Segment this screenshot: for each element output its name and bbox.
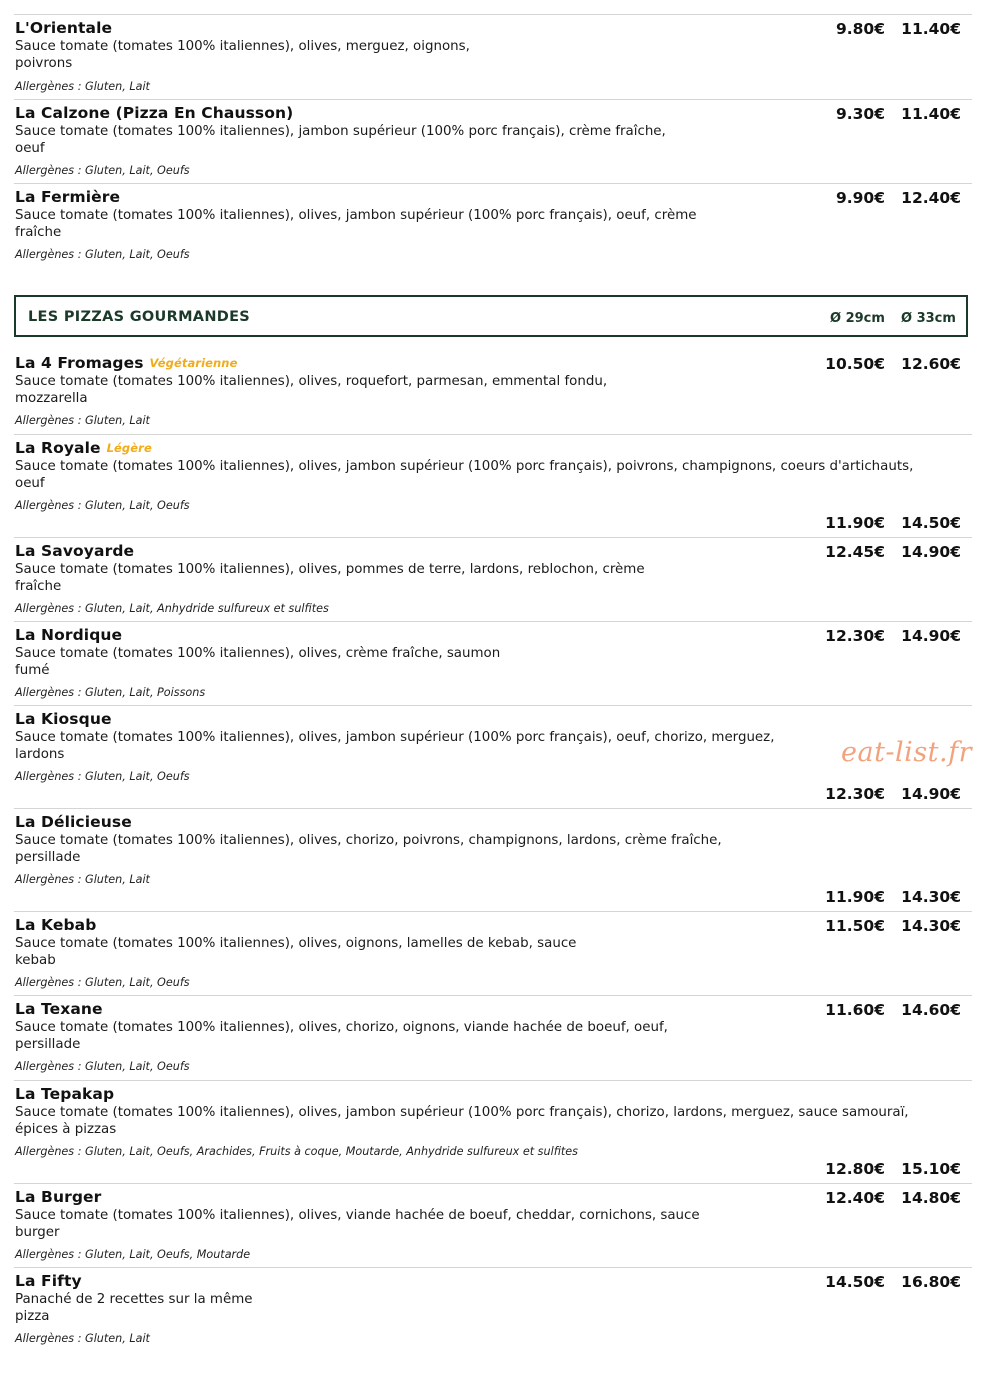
price-33cm: 14.50€ (901, 514, 961, 532)
menu-item (14, 621, 972, 706)
section-header (14, 295, 968, 337)
item-allergens: Allergènes : Gluten, Lait (15, 1332, 150, 1345)
menu-item (14, 99, 972, 184)
item-description: Panaché de 2 recettes sur la même pizza (15, 1292, 253, 1324)
price-33cm: 12.40€ (901, 189, 961, 207)
item-name: La Kiosque (15, 710, 112, 728)
price-29cm: 14.50€ (825, 1273, 885, 1291)
item-name: La Fermière (15, 188, 121, 206)
item-tag: Végétarienne (149, 356, 238, 370)
item-allergens: Allergènes : Gluten, Lait, Oeufs (15, 164, 190, 177)
menu-item (14, 808, 972, 912)
menu-item (14, 1183, 972, 1268)
item-description: Sauce tomate (tomates 100% italiennes), jambon supérieur (100% porc français), crème fraîche, oeuf (15, 124, 666, 156)
item-name: L'Orientale (15, 19, 113, 37)
menu-item (14, 537, 972, 622)
price-33cm: 14.30€ (901, 917, 961, 935)
item-name: La Savoyarde (15, 542, 135, 560)
item-allergens: Allergènes : Gluten, Lait, Oeufs (15, 499, 190, 512)
price-33cm: 14.90€ (901, 627, 961, 645)
price-29cm: 12.80€ (825, 1160, 885, 1178)
size-29cm-label: Ø 29cm (830, 311, 885, 326)
item-description: Sauce tomate (tomates 100% italiennes), olives, jambon supérieur (100% porc français), oeuf, crème fraîche (15, 208, 697, 240)
price-29cm: 12.45€ (825, 543, 885, 561)
price-33cm: 14.60€ (901, 1001, 961, 1019)
item-name: La Burger (15, 1188, 102, 1206)
item-allergens: Allergènes : Gluten, Lait (15, 873, 150, 886)
item-allergens: Allergènes : Gluten, Lait, Anhydride sulfureux et sulfites (15, 602, 329, 615)
item-name: La Fifty (15, 1272, 82, 1290)
price-29cm: 11.50€ (825, 917, 885, 935)
item-description: Sauce tomate (tomates 100% italiennes), olives, jambon supérieur (100% porc français), oeuf, chorizo, merguez, lardons (15, 730, 775, 762)
price-33cm: 11.40€ (901, 20, 961, 38)
item-description: Sauce tomate (tomates 100% italiennes), olives, crème fraîche, saumon fumé (15, 646, 501, 678)
item-description: Sauce tomate (tomates 100% italiennes), olives, chorizo, oignons, viande hachée de boeuf, oeuf, persillade (15, 1020, 668, 1052)
price-29cm: 12.30€ (825, 785, 885, 803)
price-29cm: 12.40€ (825, 1189, 885, 1207)
price-33cm: 14.80€ (901, 1189, 961, 1207)
item-name: La 4 Fromages Végétarienne (15, 354, 238, 372)
item-allergens: Allergènes : Gluten, Lait (15, 414, 150, 427)
item-allergens: Allergènes : Gluten, Lait, Poissons (15, 686, 206, 699)
item-description: Sauce tomate (tomates 100% italiennes), olives, jambon supérieur (100% porc français), chorizo, lardons, merguez, sauce samouraï, épices à pizzas (15, 1105, 909, 1137)
item-name: La Calzone (Pizza En Chausson) (15, 104, 294, 122)
item-allergens: Allergènes : Gluten, Lait, Oeufs, Moutarde (15, 1248, 251, 1261)
price-33cm: 14.30€ (901, 888, 961, 906)
watermark: eat-list.fr (841, 737, 973, 768)
item-allergens: Allergènes : Gluten, Lait, Oeufs (15, 1060, 190, 1073)
price-29cm: 9.80€ (835, 20, 885, 38)
price-29cm: 10.50€ (825, 355, 885, 373)
menu-item (14, 911, 972, 996)
item-name: La Texane (15, 1000, 103, 1018)
item-name: La Kebab (15, 916, 97, 934)
price-29cm: 11.90€ (825, 888, 885, 906)
item-allergens: Allergènes : Gluten, Lait (15, 80, 150, 93)
price-33cm: 12.60€ (901, 355, 961, 373)
menu-item (14, 1080, 972, 1184)
menu-item (14, 350, 972, 434)
menu-item (14, 1267, 972, 1352)
item-description: Sauce tomate (tomates 100% italiennes), olives, viande hachée de boeuf, cheddar, cornichons, sauce burger (15, 1208, 700, 1240)
size-33cm-label: Ø 33cm (901, 311, 956, 326)
price-33cm: 14.90€ (901, 543, 961, 561)
item-description: Sauce tomate (tomates 100% italiennes), olives, oignons, lamelles de kebab, sauce kebab (15, 936, 577, 968)
menu-item (14, 183, 972, 268)
item-allergens: Allergènes : Gluten, Lait, Oeufs, Arachides, Fruits à coque, Moutarde, Anhydride sulfureux et sulfites (15, 1145, 579, 1158)
item-description: Sauce tomate (tomates 100% italiennes), olives, roquefort, parmesan, emmental fondu, mozzarella (15, 374, 608, 406)
price-33cm: 16.80€ (901, 1273, 961, 1291)
menu-item (14, 434, 972, 538)
item-name: La Nordique (15, 626, 123, 644)
item-allergens: Allergènes : Gluten, Lait, Oeufs (15, 770, 190, 783)
price-29cm: 11.60€ (825, 1001, 885, 1019)
item-name: La Tepakap (15, 1085, 115, 1103)
price-29cm: 12.30€ (825, 627, 885, 645)
price-29cm: 9.30€ (835, 105, 885, 123)
price-33cm: 15.10€ (901, 1160, 961, 1178)
menu-item (14, 705, 972, 809)
price-29cm: 9.90€ (835, 189, 885, 207)
section-title: LES PIZZAS GOURMANDES (28, 309, 251, 325)
item-allergens: Allergènes : Gluten, Lait, Oeufs (15, 248, 190, 261)
item-name: La Délicieuse (15, 813, 132, 831)
item-description: Sauce tomate (tomates 100% italiennes), olives, chorizo, poivrons, champignons, lardons, crème fraîche, persillade (15, 833, 722, 865)
price-33cm: 14.90€ (901, 785, 961, 803)
item-tag: Légère (106, 441, 152, 455)
menu-item (14, 995, 972, 1081)
item-description: Sauce tomate (tomates 100% italiennes), olives, merguez, oignons, poivrons (15, 39, 470, 71)
item-allergens: Allergènes : Gluten, Lait, Oeufs (15, 976, 190, 989)
item-name: La Royale Légère (15, 439, 152, 457)
price-33cm: 11.40€ (901, 105, 961, 123)
item-description: Sauce tomate (tomates 100% italiennes), olives, jambon supérieur (100% porc français), poivrons, champignons, coeurs d'artichauts, oeuf (15, 459, 914, 491)
item-description: Sauce tomate (tomates 100% italiennes), olives, pommes de terre, lardons, reblochon, crème fraîche (15, 562, 645, 594)
price-29cm: 11.90€ (825, 514, 885, 532)
menu-item (14, 14, 972, 99)
